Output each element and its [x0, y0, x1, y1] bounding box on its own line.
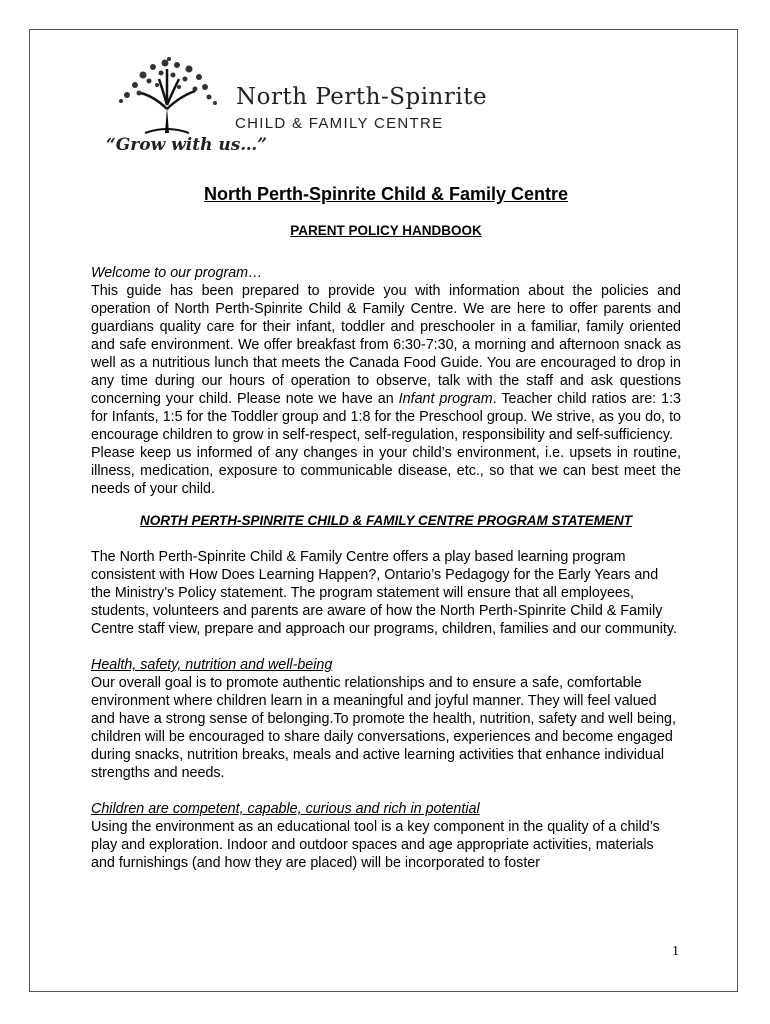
competent-heading: Children are competent, capable, curious and rich in potential — [91, 801, 480, 817]
tree-icon — [105, 55, 235, 135]
document-title: North Perth-Spinrite Child & Family Centre — [203, 184, 569, 204]
health-heading: Health, safety, nutrition and well-being — [91, 657, 333, 673]
intro-text-end: . Teacher child ratios are: 1:3 for Infants, 1:5 for the Toddler group and 1:8 for the Preschool group. We strive, as you do, to encourage children to grow in self-respect, self-regulation, responsibility and self-sufficiency. — [91, 391, 681, 443]
intro-text-start: This guide has been prepared to provide you with information about the policies and operation of North Perth-Spinrite Child & Family Centre. We are here to offer parents and guardians quality care for their infant, toddler and preschooler in a familiar, family oriented and safe environment. We offer breakfast from 6:30-7:30, a morning and afternoon snack as well as a nutritious lunch that meets the Canada Food Guide. You are encouraged to drop in any time during our hours of operation to observe, talk with the staff and ask questions concerning your child. Please note we have an — [91, 283, 681, 407]
program-statement-paragraph: The North Perth-Spinrite Child & Family Centre offers a play based learning program consistent with How Does Learning Happen?, Ontario’s Pedagogy for the Early Years and the Ministry’s Policy statement. The program statement will ensure that all employees, students, volunteers and parents are aware of how the North Perth-Spinrite Child & Family Centre staff view, prepare and approach our programs, children, families and our community. — [91, 549, 677, 637]
health-paragraph: Our overall goal is to promote authentic relationships and to ensure a safe, comfortable environment where children learn in a meaningful and joyful manner. They will feel valued and have a strong sense of belonging.To promote the health, nutrition, safety and well being, children will be encouraged to share daily conversations, experiences and become engaged during snacks, nutrition breaks, meals and active learning activities that enhance individual strengths and needs. — [91, 675, 676, 781]
program-statement-heading: NORTH PERTH-SPINRITE CHILD & FAMILY CENTRE PROGRAM STATEMENT — [139, 513, 632, 528]
intro-italic: Infant program — [398, 391, 493, 407]
logo-subtitle: CHILD & FAMILY CENTRE — [235, 115, 444, 132]
document-body — [91, 180, 681, 872]
intro-paragraph-2: Please keep us informed of any changes in your child’s environment, i.e. upsets in routine, illness, medication, exposure to communicable disease, etc., so that we can best meet the needs of your child. — [91, 445, 681, 497]
welcome-line: Welcome to our program… — [91, 265, 263, 281]
logo-tagline: “Grow with us…” — [106, 135, 268, 155]
competent-paragraph: Using the environment as an educational tool is a key component in the quality of a child’s play and exploration. Indoor and outdoor spaces and age appropriate activities, materials and furnishings (and how they are placed) will be incorporated to foster — [91, 819, 660, 871]
document-subtitle: PARENT POLICY HANDBOOK — [290, 223, 482, 238]
logo-name: North Perth-Spinrite — [236, 84, 488, 110]
page-number: 1 — [672, 944, 679, 959]
intro-paragraph — [91, 282, 681, 444]
centre-logo — [100, 55, 590, 163]
